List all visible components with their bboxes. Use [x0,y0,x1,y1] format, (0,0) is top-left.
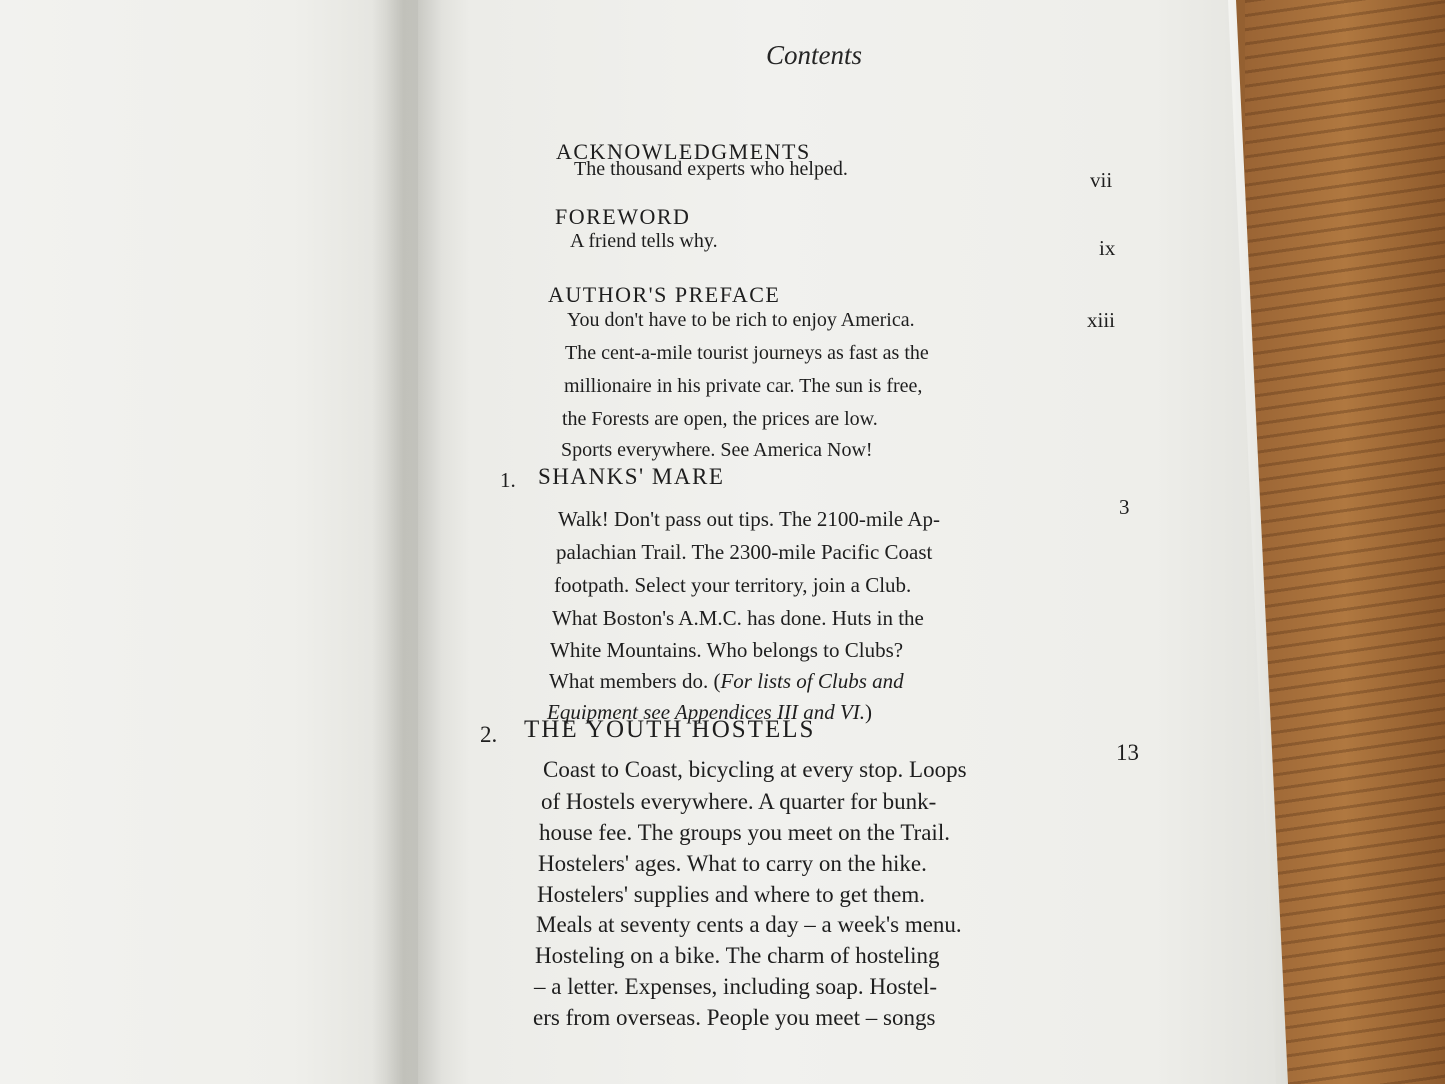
chapter-1-line-4: What Boston's A.M.C. has done. Huts in the [552,606,924,630]
chapter-2-line-7: Hosteling on a bike. The charm of hosteling [535,943,940,968]
preface-line-5: Sports everywhere. See America Now! [561,439,873,461]
chapter-2-line-1: Coast to Coast, bicycling at every stop. Loops [543,757,967,782]
chapter-1-closing: ) [865,700,873,724]
chapter-1-italic-2: Equipment see Appendices III and VI. [547,700,866,724]
chapter-2-line-4: Hostelers' ages. What to carry on the hike. [538,851,927,876]
left-page-blank [0,0,420,1084]
preface-heading: AUTHOR'S PREFACE [548,282,781,307]
chapter-2-line-6: Meals at seventy cents a day – a week's menu. [536,912,962,937]
chapter-1-line-6-text: What members do. ( [549,669,721,693]
chapter-1-line-6 [549,666,904,697]
preface-line-2: The cent-a-mile tourist journeys as fast as the [565,342,929,364]
chapter-2-heading: THE YOUTH HOSTELS [524,716,816,743]
chapter-2-number: 2. [480,722,498,747]
chapter-1-line-5: White Mountains. Who belongs to Clubs? [550,638,904,662]
chapter-1-italic-1: For lists of Clubs and [720,669,904,693]
chapter-2-line-8: – a letter. Expenses, including soap. Hostel- [534,974,938,999]
acknowledgments-heading: ACKNOWLEDGMENTS [556,139,811,164]
foreword-heading: FOREWORD [555,204,691,229]
book-gutter [372,0,442,1084]
preface-line-1: You don't have to be rich to enjoy America. [567,309,915,331]
chapter-2-line-3: house fee. The groups you meet on the Trail. [539,820,950,845]
chapter-1-number: 1. [500,468,516,492]
chapter-1-heading: SHANKS' MARE [538,464,725,489]
chapter-1-line-1: Walk! Don't pass out tips. The 2100-mile Ap- [558,507,940,531]
preface-line-4: the Forests are open, the prices are low. [562,408,878,430]
contents-title: Contents [766,40,863,70]
chapter-2-line-2: of Hostels everywhere. A quarter for bunk- [541,789,937,814]
acknowledgments-description: The thousand experts who helped. [574,158,848,180]
chapter-2-line-9: ers from overseas. People you meet – songs [533,1005,936,1030]
chapter-1-line-2: palachian Trail. The 2300-mile Pacific Coast [556,540,933,564]
chapter-1-page: 3 [1119,495,1130,519]
foreword-page: ix [1099,236,1116,260]
chapter-1-line-3: footpath. Select your territory, join a Club. [554,573,912,597]
acknowledgments-page: vii [1090,168,1113,192]
preface-line-3: millionaire in his private car. The sun is free, [564,375,923,397]
preface-page: xiii [1087,308,1116,332]
chapter-2-line-5: Hostelers' supplies and where to get them. [537,882,926,907]
chapter-2-page: 13 [1116,740,1139,765]
foreword-description: A friend tells why. [570,230,718,252]
